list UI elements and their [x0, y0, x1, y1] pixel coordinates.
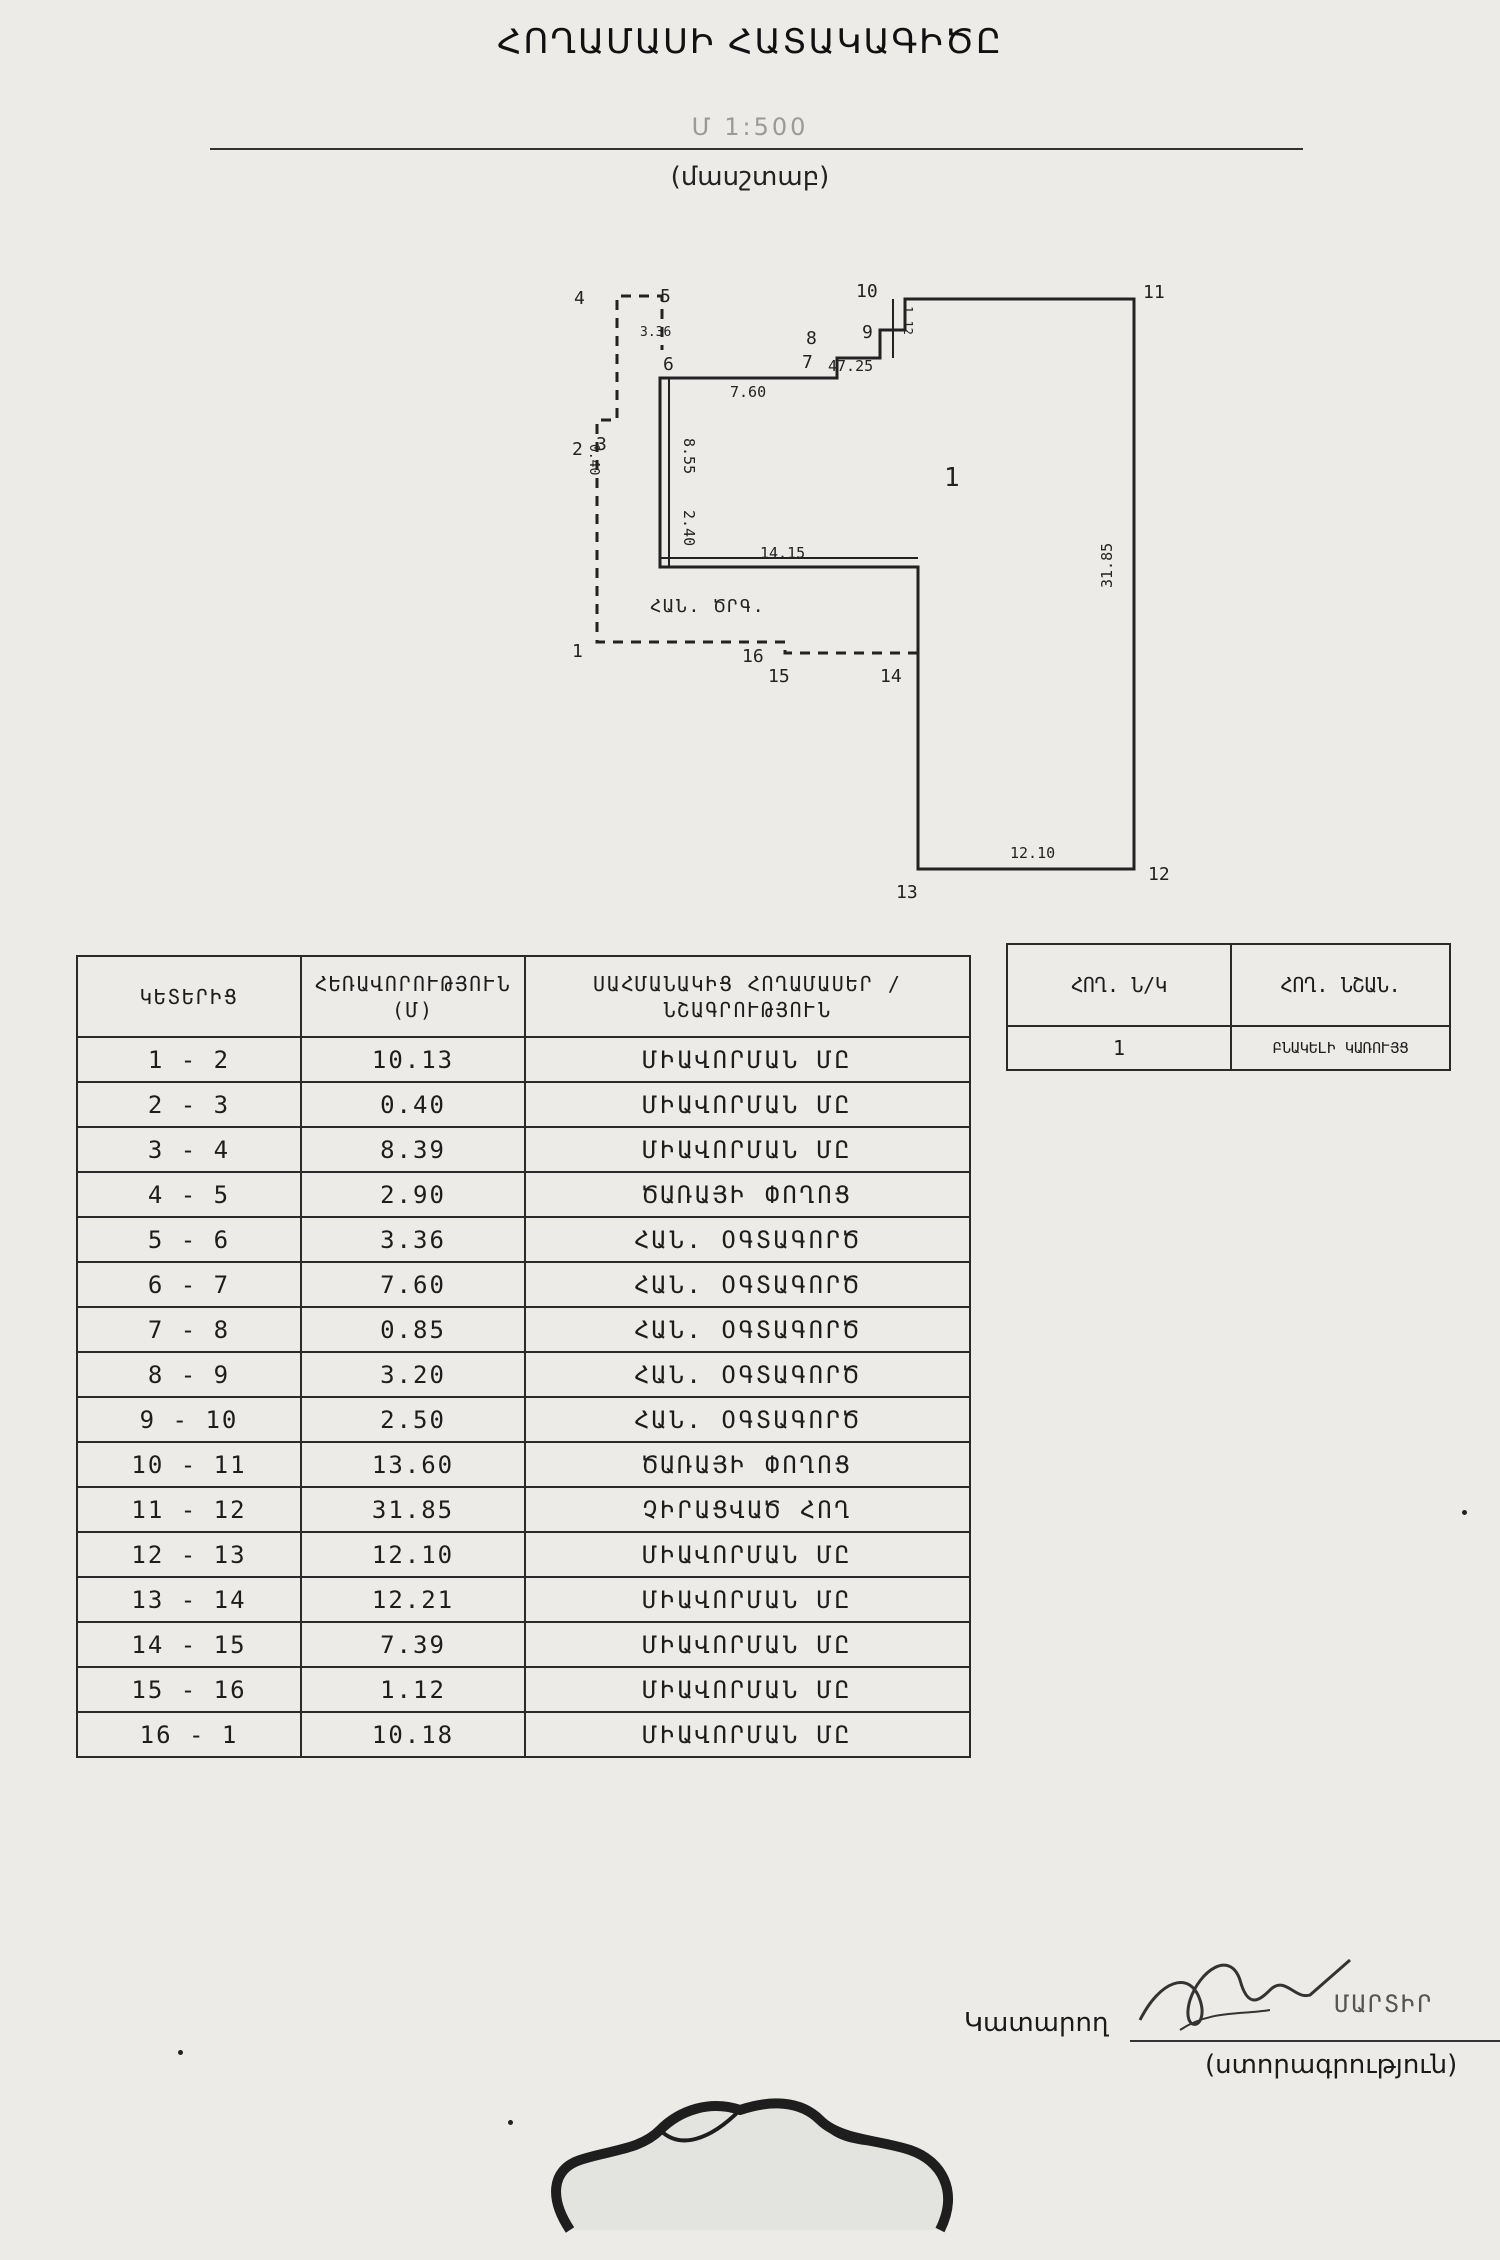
table-row: [77, 1217, 970, 1262]
cell-parcel-number: 1: [1007, 1026, 1231, 1070]
cell-points: 2 - 3: [77, 1082, 301, 1127]
cell-neighbor: ՀԱՆ. ՕԳՏԱԳՈՐԾ: [525, 1352, 970, 1397]
table-row: [77, 1262, 970, 1307]
scale-value: Մ 1:500: [691, 113, 809, 141]
header-parcel-number: ՀՈՂ. Ն/Կ: [1007, 944, 1231, 1026]
vertex-label: 10: [856, 281, 878, 302]
scan-speck: [1462, 1510, 1467, 1515]
signature-caption: (ստորագրություն): [1205, 2050, 1458, 2080]
vertex-label: 3: [596, 434, 607, 455]
parcel-number: 1: [944, 463, 960, 493]
stamp-ornament: [540, 2080, 1000, 2260]
table-row: [77, 1442, 970, 1487]
table-row: [77, 1487, 970, 1532]
table-row: [77, 1577, 970, 1622]
cell-neighbor: ԾԱՌԱՅԻ ՓՈՂՈՑ: [525, 1172, 970, 1217]
parcel-table: [1006, 943, 1451, 1071]
cell-distance: 10.18: [301, 1712, 525, 1757]
header-parcel-purpose: ՀՈՂ. ՆՇԱՆ.: [1231, 944, 1450, 1026]
vertex-label: 12: [1148, 864, 1170, 885]
vertex-label: 7: [802, 352, 813, 373]
table-row: [77, 1127, 970, 1172]
dimension-label: 1.12: [901, 306, 915, 335]
cell-parcel-purpose: ԲՆԱԿԵԼԻ ԿԱՌՈՒՅՑ: [1231, 1026, 1450, 1070]
dimension-label: 47.25: [828, 357, 874, 375]
cell-points: 3 - 4: [77, 1127, 301, 1172]
cell-points: 13 - 14: [77, 1577, 301, 1622]
table-row: [77, 1172, 970, 1217]
cell-neighbor: ՄԻԱՎՈՐՄԱՆ ՄԸ: [525, 1082, 970, 1127]
cell-points: 4 - 5: [77, 1172, 301, 1217]
cell-neighbor: ՀԱՆ. ՕԳՏԱԳՈՐԾ: [525, 1307, 970, 1352]
dimension-label: 31.85: [1098, 542, 1116, 588]
table-row: [77, 1352, 970, 1397]
vertex-label: 9: [862, 322, 873, 343]
cell-points: 6 - 7: [77, 1262, 301, 1307]
header-distance: ՀԵՌԱՎՈՐՈՒԹՅՈՒՆ (Մ): [301, 956, 525, 1037]
parcel-plan-drawing: [0, 0, 1500, 920]
scan-speck: [178, 2050, 183, 2055]
header-points: ԿԵՏԵՐԻՑ: [77, 956, 301, 1037]
vertex-label: 1: [572, 641, 583, 662]
cell-neighbor: ՉԻՐԱՑՎԱԾ ՀՈՂ: [525, 1487, 970, 1532]
cell-neighbor: ԾԱՌԱՅԻ ՓՈՂՈՑ: [525, 1442, 970, 1487]
boundary-table: [76, 955, 971, 1758]
cell-neighbor: ՀԱՆ. ՕԳՏԱԳՈՐԾ: [525, 1217, 970, 1262]
cell-points: 16 - 1: [77, 1712, 301, 1757]
cell-distance: 3.20: [301, 1352, 525, 1397]
cell-distance: 0.40: [301, 1082, 525, 1127]
signature-mark: [1120, 1940, 1360, 2050]
cell-distance: 31.85: [301, 1487, 525, 1532]
cell-points: 8 - 9: [77, 1352, 301, 1397]
vertex-label: 8: [806, 328, 817, 349]
table-row: [1007, 1026, 1450, 1070]
cell-neighbor: ՄԻԱՎՈՐՄԱՆ ՄԸ: [525, 1622, 970, 1667]
table-row: [77, 1667, 970, 1712]
cell-points: 9 - 10: [77, 1397, 301, 1442]
vertex-label: 2: [572, 439, 583, 460]
cell-distance: 2.90: [301, 1172, 525, 1217]
cell-distance: 3.36: [301, 1217, 525, 1262]
table-row: [77, 1082, 970, 1127]
cell-points: 7 - 8: [77, 1307, 301, 1352]
cell-neighbor: ՄԻԱՎՈՐՄԱՆ ՄԸ: [525, 1037, 970, 1082]
dimension-label: 8.55: [680, 438, 698, 475]
cell-neighbor: ՄԻԱՎՈՐՄԱՆ ՄԸ: [525, 1577, 970, 1622]
dimension-label: 3.36: [640, 325, 672, 340]
page-title: ՀՈՂԱՄԱՍԻ ՀԱՏԱԿԱԳԻԾԸ: [497, 22, 1003, 62]
dimension-label: 12.10: [1010, 844, 1056, 862]
cell-points: 11 - 12: [77, 1487, 301, 1532]
cell-neighbor: ՀԱՆ. ՕԳՏԱԳՈՐԾ: [525, 1397, 970, 1442]
header-neighbors: ՍԱՀՄԱՆԱԿԻՑ ՀՈՂԱՄԱՍԵՐ / ՆՇԱԳՐՈՒԹՅՈՒՆ: [525, 956, 970, 1037]
scan-speck: [508, 2120, 513, 2125]
scale-caption: (մասշտաբ): [670, 162, 830, 192]
cell-distance: 12.21: [301, 1577, 525, 1622]
cell-distance: 2.50: [301, 1397, 525, 1442]
cell-points: 12 - 13: [77, 1532, 301, 1577]
executor-label: Կատարող: [964, 2008, 1109, 2038]
cell-points: 10 - 11: [77, 1442, 301, 1487]
cell-distance: 8.39: [301, 1127, 525, 1172]
vertex-label: 15: [768, 666, 790, 687]
table-row: [77, 1397, 970, 1442]
vertex-label: 16: [742, 646, 764, 667]
cell-neighbor: ՄԻԱՎՈՐՄԱՆ ՄԸ: [525, 1712, 970, 1757]
cell-points: 5 - 6: [77, 1217, 301, 1262]
dimension-label: 14.15: [760, 544, 806, 562]
table-row: [77, 1532, 970, 1577]
dimension-label: 0.40: [586, 444, 601, 476]
vertex-label: 5: [660, 286, 671, 307]
dimension-label: 2.40: [680, 510, 698, 547]
executor-code: ՄԱՐՏԻՐ: [1335, 1990, 1434, 2018]
table-row: [77, 1622, 970, 1667]
cell-distance: 7.60: [301, 1262, 525, 1307]
cell-distance: 13.60: [301, 1442, 525, 1487]
cell-points: 14 - 15: [77, 1622, 301, 1667]
cell-neighbor: ՄԻԱՎՈՐՄԱՆ ՄԸ: [525, 1127, 970, 1172]
cell-points: 1 - 2: [77, 1037, 301, 1082]
cell-distance: 1.12: [301, 1667, 525, 1712]
table-row: [77, 1307, 970, 1352]
cell-neighbor: ՄԻԱՎՈՐՄԱՆ ՄԸ: [525, 1532, 970, 1577]
signature-line: [1130, 2040, 1500, 2042]
cell-distance: 10.13: [301, 1037, 525, 1082]
neighbor-label: ՀԱՆ. ԾՐԳ.: [650, 596, 766, 617]
cell-distance: 12.10: [301, 1532, 525, 1577]
cell-distance: 7.39: [301, 1622, 525, 1667]
vertex-label: 11: [1143, 282, 1165, 303]
table-row: [77, 1037, 970, 1082]
dimension-label: 7.60: [730, 383, 767, 401]
cell-neighbor: ՄԻԱՎՈՐՄԱՆ ՄԸ: [525, 1667, 970, 1712]
vertex-label: 4: [574, 288, 585, 309]
cell-neighbor: ՀԱՆ. ՕԳՏԱԳՈՐԾ: [525, 1262, 970, 1307]
boundary-table-header: [77, 956, 970, 1037]
cell-distance: 0.85: [301, 1307, 525, 1352]
parcel-table-header: [1007, 944, 1450, 1026]
cell-points: 15 - 16: [77, 1667, 301, 1712]
vertex-label: 14: [880, 666, 902, 687]
vertex-label: 6: [663, 354, 674, 375]
table-row: [77, 1712, 970, 1757]
vertex-label: 13: [896, 882, 918, 903]
